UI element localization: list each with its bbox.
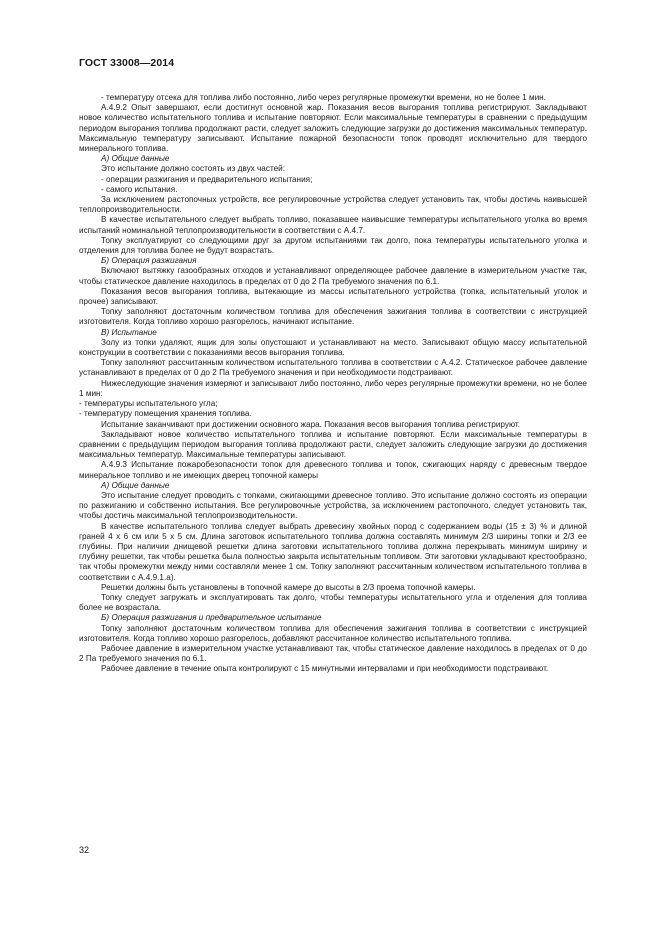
paragraph: Топку эксплуатируют со следующими друг за другом испытаниями так долго, пока температуры испытательного уголка и отделения для топлива более не будут возрастать.	[79, 235, 587, 256]
paragraph: За исключением растопочных устройств, все регулировочные устройства следует установить так, чтобы достичь наивысшей теплопроизводительности.	[79, 195, 587, 215]
document-header: ГОСТ 33008—2014	[79, 57, 175, 69]
paragraph: Включают вытяжку газообразных отходов и устанавливают определяющее рабочее давление в измерительном участке так, чтобы статическое давление находилось в пределах от 0 до 2 Па требуемого значения по 6.1.	[79, 266, 587, 286]
paragraph: В качестве испытательного топлива следует выбрать древесину хвойных пород с содержанием воды (15 ± 3) % и длиной граней 4 х 6 см или 5 х 5 см. Длина заготовок испытательного топлива должна составлять минимум 2/3 ширины топки и 2/3 ее глубины. При наличии днищевой решетки длина заготовки испытательного топлива должна перекрывать минимум ширину и глубину решетки, так чтобы решетка была полностью закрыта испытательным топливом. Эти заготовки укладывают крестообразно, так чтобы промежутки между ними составляли менее 1 см. Топку заполняют рассчитанным количеством испытательного топлива в соответствии с А.4.9.1.а).	[79, 521, 587, 582]
paragraph: Показания весов выгорания топлива, вытекающие из массы испытательного устройства (топка, испытательный уголок и прочее) записывают.	[79, 286, 587, 307]
document-body	[79, 93, 587, 675]
paragraph: Топку заполняют рассчитанным количеством испытательного топлива в соответствии с А.4.2. Статическое рабочее давление устанавливают в пределах от 0 до 2 Па требуемого значения и при необходимости подстраивают.	[79, 358, 587, 378]
list-item: - температуру помещения хранения топлива.	[79, 409, 252, 419]
paragraph: А.4.9.2 Опыт завершают, если достигнут основной жар. Показания весов выгорания топлива регистрируют. Закладывают новое количество испытательного топлива и испытание повторяют. Если максимальные температуры в сравнении с предыдущим периодом выгорания топлива продолжают расти, следует заложить следующие загрузки до достижения максимальных температур. Максимальную температуру записывают. Испытание пожарной безопасности топок проводят исключительно для твердого минерального топлива.	[79, 103, 587, 154]
paragraph: Это испытание следует проводить с топками, сжигающими древесное топливо. Это испытание должно состоять из операции по разжиганию и собственно испытания. Все регулировочные устройства, за исключением растопочного, следует установить так, чтобы достичь максимальной теплопроизводительности.	[79, 490, 587, 521]
section-heading: Б) Операция разжигания и предварительное испытание	[101, 613, 322, 623]
section-heading: А) Общие данные	[101, 480, 170, 490]
paragraph: Рабочее давление в измерительном участке устанавливают так, чтобы статическое давление находилось в пределах от 0 до 2 Па требуемого значения по 6.1.	[79, 643, 587, 664]
paragraph: - температуру отсека для топлива либо постоянно, либо через регулярные промежутки времени, но не более 1 мин.	[101, 93, 546, 102]
paragraph: А.4.9.3 Испытание пожаробезопасности топок для древесного топлива и топок, сжигающих наряду с древесным твердое минеральное топливо и не имеющих дверец топочной камеры	[79, 460, 587, 480]
paragraph: Испытание заканчивают при достижении основного жара. Показания весов выгорания топлива регистрируют.	[101, 419, 521, 429]
paragraph: Топку заполняют достаточным количеством топлива для обеспечения зажигания топлива в соответствии с инструкцией изготовителя. Когда топливо хорошо разгорелось, добавляют рассчитанное количество испытательного топлива.	[79, 623, 587, 643]
paragraph: Закладывают новое количество испытательного топлива и испытание повторяют. Если максимальные температуры в сравнении с предыдущим периодом выгорания топлива продолжают расти, следует заложить следующие загрузки до достижения максимальных температур. Максимальные температуры записывают.	[79, 429, 587, 460]
page-number: 32	[79, 845, 90, 855]
list-item: - самого испытания.	[101, 184, 178, 194]
paragraph: Топку заполняют достаточным количеством топлива для обеспечения зажигания топлива в соответствии с инструкцией изготовителя. Когда топливо хорошо разгорелось, начинают испытание.	[79, 307, 587, 327]
section-heading: Б) Операция разжигания	[101, 256, 197, 266]
paragraph: Рабочее давление в течение опыта контролируют с 15 минутными интервалами и при необходимости подстраивают.	[101, 664, 549, 674]
paragraph: Нижеследующие значения измеряют и записывают либо постоянно, либо через регулярные промежутки времени, но не более 1 мин:	[79, 378, 587, 398]
list-item: - операции разжигания и предварительного испытания;	[101, 174, 313, 184]
list-item: - температуры испытательного угла;	[79, 399, 218, 409]
section-heading: А) Общие данные	[101, 154, 170, 164]
paragraph: Золу из топки удаляют, ящик для золы опустошают и устанавливают на место. Записывают общую массу испытательной конструкции в соответствии с показаниями весов выгорания топлива.	[79, 337, 587, 358]
section-heading: В) Испытание	[101, 327, 157, 337]
paragraph: Решетки должны быть установлены в топочной камере до высоты в 2/3 проема топочной камеры.	[101, 582, 476, 592]
paragraph: Это испытание должно состоять из двух частей:	[101, 164, 285, 174]
paragraph: В качестве испытательного следует выбрать топливо, показавшее наивысшие температуры испытательного уголка во время испытаний номинальной теплопроизводительности в соответствии с А.4.7.	[79, 215, 587, 235]
paragraph: Топку следует загружать и эксплуатировать так долго, чтобы температуры испытательного угла и отделения для топлива более не возрастала.	[79, 592, 587, 613]
